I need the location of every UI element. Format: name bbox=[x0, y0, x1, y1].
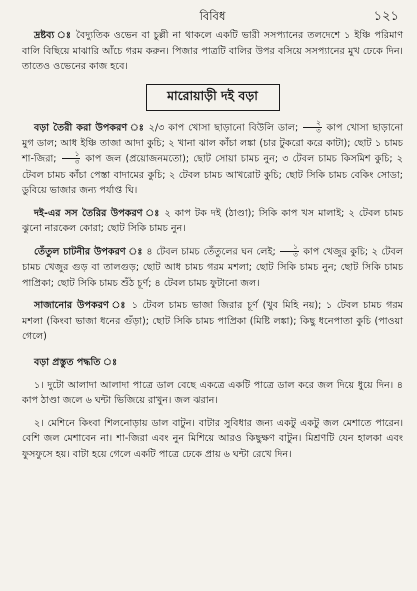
chutney-ingredients-label: তেঁতুল চাটনীর উপকরণ ঃ bbox=[34, 246, 143, 258]
recipe-title: মারোয়াড়ী দই বড়া bbox=[146, 84, 280, 111]
chutney-ingredients bbox=[22, 244, 403, 291]
garnish-ingredients-text: ১ টেবল চামচ ভাজা জিরার চূর্ণ (খুব মিহি নয়); ১ টেবল চামচ গরম মশলা (কিংবা ভাজা ধনের গুঁড়া); ছোট সিকি চামচ পাপ্রিকা (মিষ্টি লঙ্কা); কিছু ধনেপাতা কুচি (পাওয়া গেলে) bbox=[22, 300, 403, 343]
running-title: বিবিধ bbox=[199, 9, 226, 23]
method-label: বড়া প্রস্তুত পদ্ধতি ঃ bbox=[34, 357, 118, 368]
bara-ingredients-label: বড়া তৈরী করা উপকরণ ঃ bbox=[34, 122, 145, 134]
fraction bbox=[303, 120, 322, 135]
garnish-ingredients bbox=[22, 298, 403, 345]
method-heading bbox=[22, 355, 403, 371]
note-text: বৈদ্যুতিক ওভেন বা চুল্লী না থাকলে একটি ভারী সসপ্যানের তলদেশে ১ ইঞ্চি পরিমাণ বালি বিছিয়ে মাঝারি আঁচে গরম করুন। পিজার পাত্রটি বালির উপর বসিয়ে সসপ্যানের মুখ ঢেকে দিন। তাতেও ওভেনের কাজ হবে। bbox=[22, 30, 403, 73]
fraction bbox=[280, 244, 299, 259]
note-label: দ্রষ্টব্য ঃ bbox=[34, 30, 72, 41]
bara-ingredients-text-3: কাপ জল (প্রয়োজনমতো); ছোট সোয়া চামচ নুন; ৩ টেবল চামচ কিসমিশ কুচি; ২ টেবল চামচ কাঁচা পেস্তা বাদামের কুচি; ২ টেবল চামচ আখরোট কুচি; ছোট সিকি চামচ বেকিং সোডা; ডুবিয়ে ভাজার জন্য পর্যাপ্ত ঘি। bbox=[22, 153, 403, 197]
fraction-numerator: ২ bbox=[303, 120, 322, 128]
note-paragraph bbox=[22, 28, 403, 75]
fraction-denominator: ৩ bbox=[316, 126, 321, 135]
sauce-ingredients-label: দই-এর সস তৈরির উপকরণ ঃ bbox=[34, 207, 161, 219]
sauce-ingredients bbox=[22, 206, 403, 237]
garnish-ingredients-label: সাজানোর উপকরণ ঃ bbox=[34, 300, 128, 312]
method-step: ২। মেশিনে কিংবা শিলনোড়ায় ডাল বাটুন। বাটার সুবিধার জন্য একটু একটু জল মেশাতে পারেন। বেশি জল মেশাবেন না। শা-জিরা এবং নুন মিশিয়ে আরও কিছুক্ষণ বাটুন। মিশ্রণটি যেন হালকা এবং ফুসফুসে হয়। বাটা হয়ে গেলে একটি পাত্রে ঢেকে প্রায় ৬ ঘন্টা রেখে দিন। bbox=[22, 417, 403, 460]
bara-ingredients-text-2: কাপ খোসা ছাড়ানো মুগ ডাল; আধ ইঞ্চি তাজা আদা কুচি; ২ খানা ঝাল কাঁচা লঙ্কা (চার টুকরো করে কাটা); ছোট ১ চামচ শা-জিরা; bbox=[22, 122, 403, 165]
fraction-denominator: ৩ bbox=[74, 158, 80, 167]
bara-ingredients bbox=[22, 120, 403, 199]
page-number: ১২১ bbox=[373, 9, 399, 24]
fraction bbox=[62, 151, 81, 166]
chutney-ingredients-text-2: কাপ খেজুর কুচি; ২ টেবল চামচ খেজুর গুড় বা তালগুড়; ছোট আধ চামচ গরম মশলা; ছোট সিকি চামচ নুন; ছোট সিকি চামচ পাপ্রিকা; ছোট সিকি চামচ শুঁঠ চূর্ণ; ৪ টেবল চামচ ফুটানো জল। bbox=[22, 246, 403, 289]
page-header bbox=[22, 8, 403, 28]
fraction-numerator: ১ bbox=[280, 244, 299, 252]
bara-ingredients-text-1: ২/৩ কাপ খোসা ছাড়ানো বিউলি ডাল; bbox=[144, 122, 299, 134]
chutney-ingredients-text-1: ৪ টেবল চামচ তেঁতুলের ঘন লেই; bbox=[142, 246, 276, 258]
fraction-denominator: ৩ bbox=[293, 250, 298, 259]
fraction-numerator: ১ bbox=[62, 151, 81, 159]
sauce-ingredients-text: ২ কাপ টক দই (ঠাণ্ডা); সিকি কাপ খস মালাই; ২ টেবল চামচ ঝুনো নারকেল কোরা; ছোট সিকি চামচ নুন। bbox=[22, 207, 403, 235]
method-step: ১। দুটো আলাদা আলাদা পাত্রে ডাল বেছে একত্রে একটি পাত্রে ডাল করে জল দিয়ে ধুয়ে দিন। ৪ কাপ ঠাণ্ডা জলে ৬ ঘন্টা ভিজিয়ে রাখুন। জল ঝরান। bbox=[22, 379, 403, 407]
